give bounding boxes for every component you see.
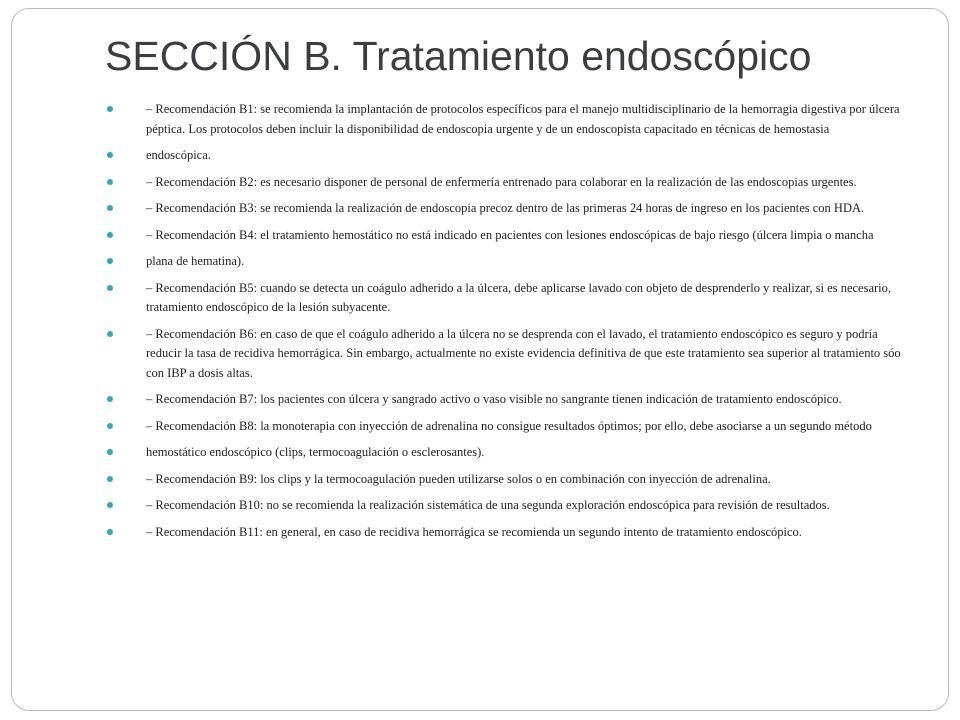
bullet-dot-icon	[107, 331, 113, 337]
bullet-dot-icon	[107, 106, 113, 112]
bullet-item	[107, 173, 907, 193]
bullet-dot-icon	[107, 285, 113, 291]
bullet-item	[107, 417, 907, 437]
bullet-text: – Recomendación B5: cuando se detecta un coágulo adherido a la úlcera, debe aplicarse lavado con objeto de desprenderlo y realizar, si es necesario, tratamiento endoscópico de la lesión subyacente.	[146, 280, 892, 314]
bullet-text: – Recomendación B7: los pacientes con úlcera y sangrado activo o vaso visible no sangrante tienen indicación de tratamiento endoscópico.	[146, 392, 842, 406]
bullet-dot-icon	[107, 232, 113, 238]
bullet-dot-icon	[107, 476, 113, 482]
bullet-item	[107, 523, 907, 543]
bullet-item	[107, 390, 907, 410]
bullet-text: – Recomendación B4: el tratamiento hemostático no está indicado en pacientes con lesiones endoscópicas de bajo riesgo (úlcera limpia o mancha	[146, 227, 874, 242]
bullet-list	[107, 100, 907, 549]
bullet-text: – Recomendación B6: en caso de que el coágulo adherido a la úlcera no se desprenda con el lavado, el tratamiento endoscópico es seguro y podría reducir la tasa de recidiva hemorrágica. Sin embargo, actualmente no existe evidencia definitiva de que este tratamiento sea superior al tratamiento sóo con IBP a dosis altas.	[146, 326, 901, 380]
bullet-item	[107, 199, 907, 219]
bullet-text: – Recomendación B9: los clips y la termocoagulación pueden utilizarse solos o en combinación con inyección de adrenalina.	[146, 471, 771, 486]
bullet-dot-icon	[107, 205, 113, 211]
bullet-dot-icon	[107, 179, 113, 185]
bullet-text: – Recomendación B11: en general, en caso de recidiva hemorrágica se recomienda un segundo intento de tratamiento endoscópico.	[146, 524, 802, 539]
bullet-item	[107, 496, 907, 516]
bullet-text: – Recomendación B2: es necesario disponer de personal de enfermería entrenado para colaborar en la realización de las endoscopias urgentes.	[146, 174, 857, 189]
bullet-item	[107, 226, 907, 246]
bullet-item	[107, 146, 907, 166]
bullet-dot-icon	[107, 423, 113, 429]
bullet-dot-icon	[107, 449, 113, 455]
bullet-item	[107, 470, 907, 490]
bullet-text: plana de hematina).	[146, 254, 245, 268]
bullet-text: hemostático endoscópico (clips, termocoagulación o esclerosantes).	[146, 445, 485, 459]
bullet-item	[107, 279, 907, 318]
bullet-item	[107, 443, 907, 463]
bullet-text: – Recomendación B3: se recomienda la realización de endoscopia precoz dentro de las primeras 24 horas de ingreso en los pacientes con HDA.	[146, 201, 865, 215]
bullet-dot-icon	[107, 152, 113, 158]
bullet-dot-icon	[107, 396, 113, 402]
bullet-text: endoscópica.	[146, 148, 211, 162]
bullet-text: – Recomendación B8: la monoterapia con inyección de adrenalina no consigue resultados óptimos; por ello, debe asociarse a un segundo método	[146, 418, 872, 433]
bullet-text: – Recomendación B1: se recomienda la implantación de protocolos específicos para el manejo multidisciplinario de la hemorragia digestiva por úlcera péptica. Los protocolos deben incluir la disponibilidad de endoscopia urgente y de un endoscopista capacitado en técnicas de hemostasia	[146, 102, 900, 136]
bullet-item	[107, 325, 907, 384]
bullet-item	[107, 100, 907, 139]
bullet-dot-icon	[107, 529, 113, 535]
bullet-dot-icon	[107, 258, 113, 264]
bullet-dot-icon	[107, 502, 113, 508]
bullet-text: – Recomendación B10: no se recomienda la realización sistemática de una segunda exploración endoscópica para revisión de resultados.	[146, 498, 830, 512]
slide-title: SECCIÓN B. Tratamiento endoscópico	[105, 33, 812, 79]
bullet-item	[107, 252, 907, 272]
